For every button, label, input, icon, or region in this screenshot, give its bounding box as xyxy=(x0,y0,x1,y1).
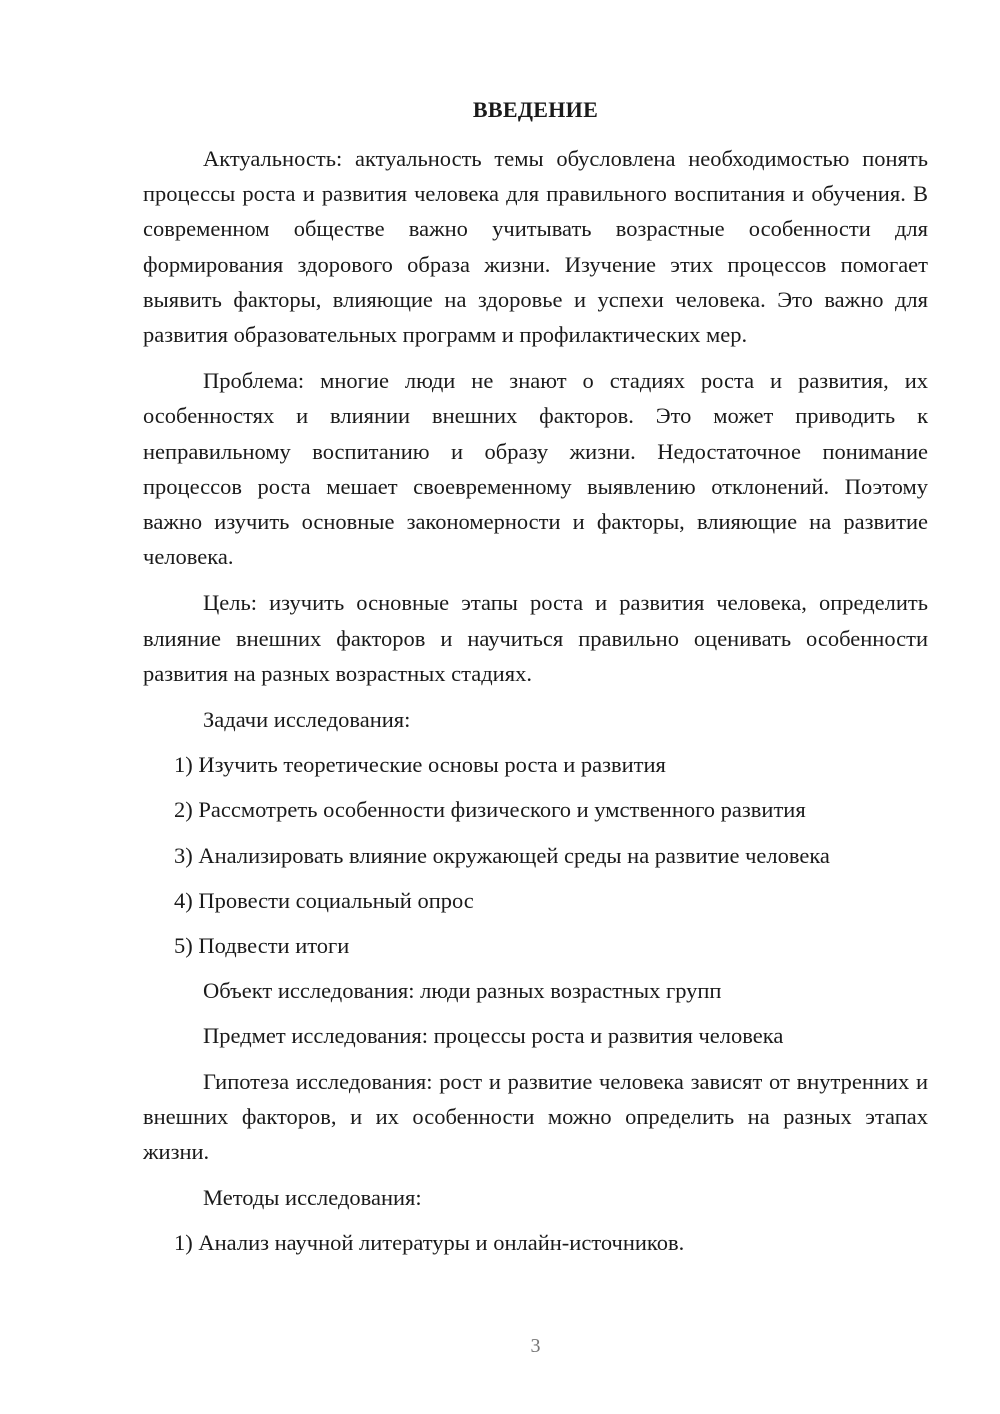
task-item: 2) Рассмотреть особенности физического и умственного развития xyxy=(174,797,806,823)
task-item: 1) Изучить теоретические основы роста и развития xyxy=(174,752,666,778)
task-item: 4) Провести социальный опрос xyxy=(174,887,474,913)
task-item: 3) Анализировать влияние окружающей среды на развитие человека xyxy=(174,842,830,868)
hypothesis-paragraph: Гипотеза исследования: рост и развитие человека зависят от внутренних и внешних факторов, и их особенности можно определить на разных этапах жизни. xyxy=(143,1068,928,1165)
task-item: 5) Подвести итоги xyxy=(174,933,350,959)
tasks-heading: Задачи исследования: xyxy=(203,707,411,733)
page-content xyxy=(143,141,928,1271)
page-number: 3 xyxy=(530,1335,541,1357)
subject-line: Предмет исследования: процессы роста и развития человека xyxy=(203,1023,784,1049)
methods-heading: Методы исследования: xyxy=(203,1185,422,1211)
object-line: Объект исследования: люди разных возрастных групп xyxy=(203,978,722,1004)
goal-paragraph: Цель: изучить основные этапы роста и развития человека, определить влияние внешних факторов и научиться правильно оценивать особенности развития на разных возрастных стадиях. xyxy=(143,590,928,686)
document-page xyxy=(143,0,928,1414)
relevance-paragraph: Актуальность: актуальность темы обусловлена необходимостью понять процессы роста и развития человека для правильного воспитания и обучения. В современном обществе важно учитывать возрастные особенности для формирования здорового образа жизни. Изучение этих процессов помогает выявить факторы, влияющие на здоровье и успехи человека. Это важно для развития образовательных программ и профилактических мер. xyxy=(143,146,928,348)
method-item: 1) Анализ научной литературы и онлайн-источников. xyxy=(174,1230,685,1256)
problem-paragraph: Проблема: многие люди не знают о стадиях роста и развития, их особенностях и влиянии внешних факторов. Это может приводить к неправильному воспитанию и образу жизни. Недостаточное понимание процессов роста мешает своевременному выявлению отклонений. Поэтому важно изучить основные закономерности и факторы, влияющие на развитие человека. xyxy=(143,368,928,570)
page-title: ВВЕДЕНИЕ xyxy=(472,97,599,122)
